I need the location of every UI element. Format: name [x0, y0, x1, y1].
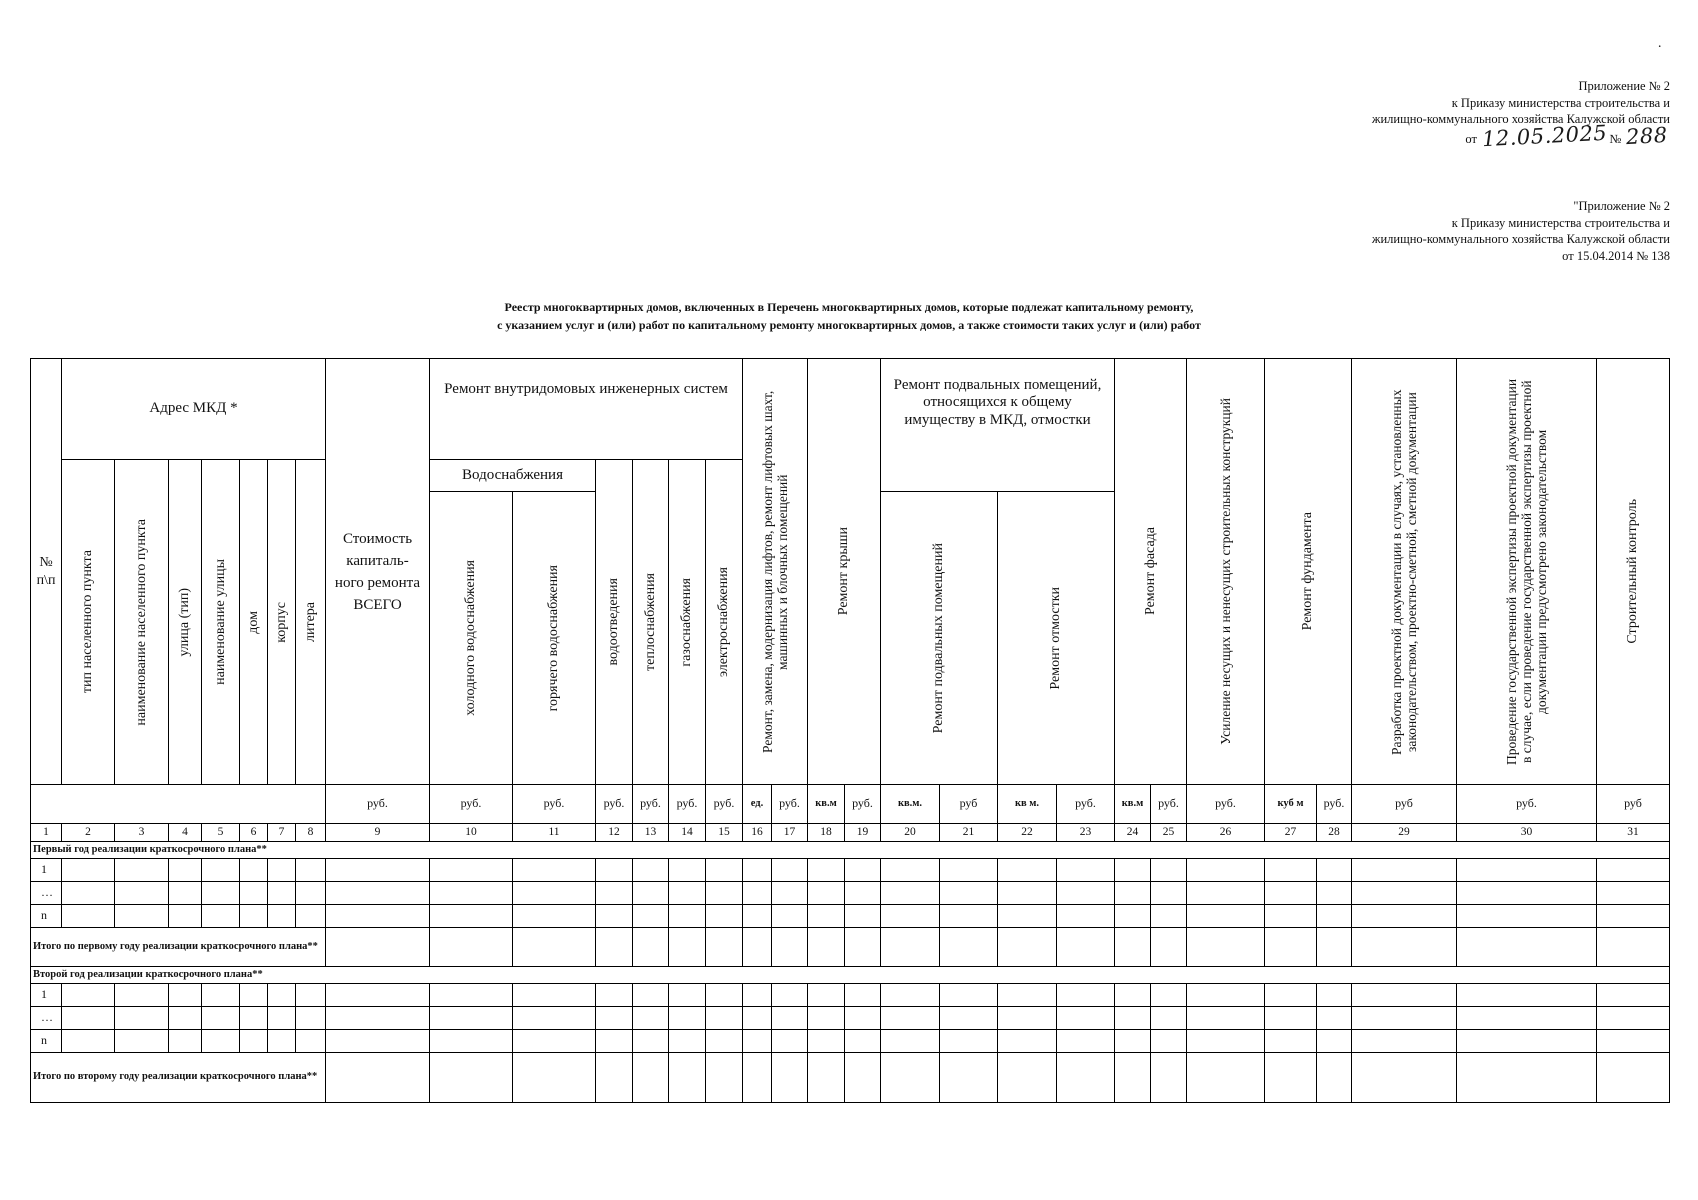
- total-cost-header: Стоимость капиталь-ного ремонта ВСЕГО: [326, 359, 430, 785]
- col-number: 5: [202, 824, 240, 842]
- registry-title: [0, 298, 1698, 334]
- total-row: [31, 1053, 1670, 1103]
- col-number: 22: [998, 824, 1057, 842]
- header-original-order: [1372, 198, 1670, 264]
- unit-cell: руб.: [430, 785, 513, 824]
- col-number: 7: [268, 824, 296, 842]
- col-num-header: № п\п: [31, 359, 62, 785]
- eng-col-electric: электроснабжения: [706, 460, 743, 785]
- unit-cell: руб.: [1151, 785, 1187, 824]
- water-col-hot: горячего водоснабжения: [513, 492, 596, 785]
- total-row: [31, 928, 1670, 967]
- col-number: 31: [1597, 824, 1670, 842]
- col-number: 16: [743, 824, 772, 842]
- unit-cell: руб.: [513, 785, 596, 824]
- unit-cell: руб: [1597, 785, 1670, 824]
- header-line: от 15.04.2014 № 138: [1562, 248, 1670, 263]
- unit-cell: руб.: [1457, 785, 1597, 824]
- table-row: [31, 905, 1670, 928]
- address-col-6: корпус: [268, 460, 296, 785]
- col-number: 17: [772, 824, 808, 842]
- col-number: 20: [881, 824, 940, 842]
- unit-cell: руб.: [845, 785, 881, 824]
- foundation-header: Ремонт фундамента: [1265, 359, 1352, 785]
- eng-col-sewerage: водоотведения: [596, 460, 633, 785]
- eng-col-heating: теплоснабжения: [633, 460, 669, 785]
- basement-group-header: Ремонт подвальных помещений, относящихся к общему имуществу в МКД, отмостки: [881, 359, 1115, 492]
- table-row: [31, 984, 1670, 1007]
- section-second-year: Второй год реализации краткосрочного плана**: [31, 967, 1670, 984]
- total-first-year: Итого по первому году реализации краткосрочного плана**: [31, 928, 326, 967]
- supervision-header: Строительный контроль: [1597, 359, 1670, 785]
- unit-cell: куб м: [1265, 785, 1317, 824]
- col-number: 29: [1352, 824, 1457, 842]
- col-number: 26: [1187, 824, 1265, 842]
- col-number: 15: [706, 824, 743, 842]
- col-number: 27: [1265, 824, 1317, 842]
- eng-col-gas: газоснабжения: [669, 460, 706, 785]
- col-number: 28: [1317, 824, 1352, 842]
- basement-col-blind-area: Ремонт отмостки: [998, 492, 1115, 785]
- engineering-group-header: Ремонт внутридомовых инженерных систем: [430, 359, 743, 460]
- header-line: жилищно-коммунального хозяйства Калужской области: [1371, 232, 1670, 246]
- col-number: 10: [430, 824, 513, 842]
- unit-cell: кв.м.: [881, 785, 940, 824]
- roof-header: Ремонт крыши: [808, 359, 881, 785]
- col-number: 3: [115, 824, 169, 842]
- number-prefix: №: [1609, 131, 1622, 146]
- handwritten-date: 12.05.2025: [1481, 120, 1608, 151]
- row-label: …: [31, 1007, 62, 1030]
- unit-cell: руб: [940, 785, 998, 824]
- row-label: n: [31, 905, 62, 928]
- units-empty: [31, 785, 326, 824]
- col-number: 21: [940, 824, 998, 842]
- unit-cell: руб.: [326, 785, 430, 824]
- design-docs-header: Разработка проектной документации в случаях, установленных законодательством, проектно-сметной, сметной документации: [1352, 359, 1457, 785]
- facade-header: Ремонт фасада: [1115, 359, 1187, 785]
- lifts-header: Ремонт, замена, модернизация лифтов, ремонт лифтовых шахт, машинных и блочных помещений: [743, 359, 808, 785]
- header-line: Приложение № 2: [1578, 79, 1670, 93]
- col-number: 18: [808, 824, 845, 842]
- header-line: "Приложение № 2: [1573, 199, 1670, 213]
- col-number: 12: [596, 824, 633, 842]
- row-label: …: [31, 882, 62, 905]
- col-number: 14: [669, 824, 706, 842]
- col-number: 24: [1115, 824, 1151, 842]
- header-line: к Приказу министерства строительства и: [1451, 215, 1670, 230]
- col-number: 23: [1057, 824, 1115, 842]
- expertise-header: Проведение государственной экспертизы проектной документации в случае, если проведение государственной экспертизы проектной документации предусмотрено законодательством: [1457, 359, 1597, 785]
- scan-dot-mark: ·: [1657, 40, 1662, 55]
- unit-cell: руб.: [596, 785, 633, 824]
- col-number: 25: [1151, 824, 1187, 842]
- from-prefix: от: [1465, 131, 1477, 146]
- address-col-2: наименование населенного пункта: [115, 460, 169, 785]
- col-number: 19: [845, 824, 881, 842]
- unit-cell: кв.м: [808, 785, 845, 824]
- unit-cell: руб: [1352, 785, 1457, 824]
- col-number: 8: [296, 824, 326, 842]
- table-row: [31, 882, 1670, 905]
- unit-cell: ед.: [743, 785, 772, 824]
- address-col-4: наименование улицы: [202, 460, 240, 785]
- unit-cell: руб.: [706, 785, 743, 824]
- address-col-7: литера: [296, 460, 326, 785]
- header-current-order: [1371, 78, 1670, 151]
- col-number: 4: [169, 824, 202, 842]
- section-first-year: Первый год реализации краткосрочного плана**: [31, 842, 1670, 859]
- col-number: 13: [633, 824, 669, 842]
- title-line: с указанием услуг и (или) работ по капитальному ремонту многоквартирных домов, а также стоимости таких услуг и (или) работ: [497, 318, 1201, 332]
- address-col-1: тип населенного пункта: [62, 460, 115, 785]
- registry-table: [30, 358, 1670, 1103]
- col-number: 1: [31, 824, 62, 842]
- unit-cell: кв.м: [1115, 785, 1151, 824]
- column-numbers-row: [31, 824, 1670, 842]
- table-row: [31, 859, 1670, 882]
- header-line: жилищно-коммунального хозяйства Калужской области: [1371, 112, 1670, 126]
- title-line: Реестр многоквартирных домов, включенных в Перечень многоквартирных домов, которые подлежат капитальному ремонту,: [504, 300, 1194, 314]
- handwritten-number: 288: [1625, 122, 1669, 149]
- address-col-3: улица (тип): [169, 460, 202, 785]
- row-label: 1: [31, 984, 62, 1007]
- total-second-year: Итого по второму году реализации краткосрочного плана**: [31, 1053, 326, 1103]
- unit-cell: руб.: [1057, 785, 1115, 824]
- basement-col-rooms: Ремонт подвальных помещений: [881, 492, 998, 785]
- col-number: 2: [62, 824, 115, 842]
- col-number: 6: [240, 824, 268, 842]
- row-label: n: [31, 1030, 62, 1053]
- col-number: 9: [326, 824, 430, 842]
- water-col-cold: холодного водоснабжения: [430, 492, 513, 785]
- col-number: 11: [513, 824, 596, 842]
- address-col-5: дом: [240, 460, 268, 785]
- unit-cell: руб.: [669, 785, 706, 824]
- structures-header: Усиление несущих и ненесущих строительных конструкций: [1187, 359, 1265, 785]
- unit-cell: руб.: [772, 785, 808, 824]
- unit-cell: кв м.: [998, 785, 1057, 824]
- unit-cell: руб.: [633, 785, 669, 824]
- col-number: 30: [1457, 824, 1597, 842]
- unit-cell: руб.: [1317, 785, 1352, 824]
- water-group-header: Водоснабжения: [430, 460, 596, 492]
- row-label: 1: [31, 859, 62, 882]
- address-group-header: Адрес МКД *: [62, 359, 326, 460]
- unit-cell: руб.: [1187, 785, 1265, 824]
- table-row: [31, 1007, 1670, 1030]
- units-row: [31, 785, 1670, 824]
- header-line: к Приказу министерства строительства и: [1451, 95, 1670, 110]
- table-row: [31, 1030, 1670, 1053]
- header-date-line: [1372, 120, 1670, 151]
